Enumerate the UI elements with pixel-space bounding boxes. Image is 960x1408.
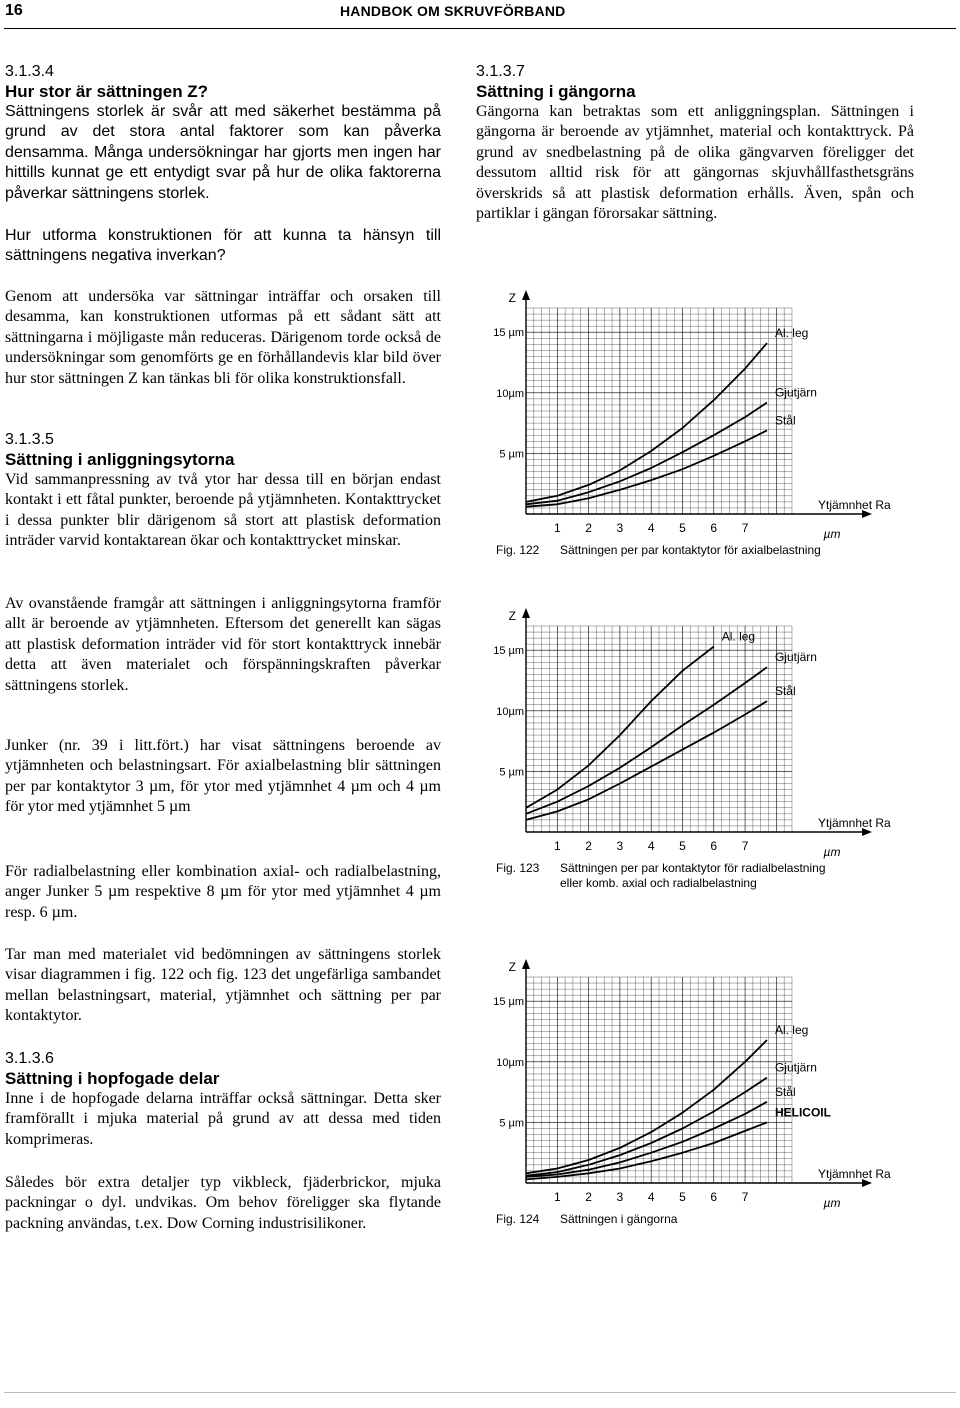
section-3-1-3-6 xyxy=(5,1049,441,1150)
y-tick-label: 5 µm xyxy=(499,1117,524,1130)
x-tick-label: 2 xyxy=(585,1190,592,1204)
y-tick-label: 10µm xyxy=(496,387,524,400)
paragraph: Inne i de hopfogade delarna inträffar också sättningar. Detta sker framförallt i mjuka material på grund av att dessa med tiden komprimeras. xyxy=(5,1090,441,1148)
y-axis-title: Z xyxy=(508,609,516,623)
section-number: 3.1.3.6 xyxy=(5,1050,54,1067)
x-axis-title: Ytjämnhet Ra xyxy=(818,816,891,830)
question-paragraph xyxy=(5,226,441,267)
x-tick-label: 5 xyxy=(679,839,686,853)
paragraph: Av ovanstående framgår att sättningen i anliggningsytorna framför allt är beroende av ytjämnheten. Eftersom det generellt kan sägas att plastisk deformation inträder vid för stort kontakttryck innebär detta att även materialet och förspänningskraften påverkar sättningens storlek. xyxy=(5,595,441,694)
body-paragraph xyxy=(5,736,441,818)
x-tick-label: 6 xyxy=(710,839,718,853)
chart-grid xyxy=(526,308,792,514)
y-tick-label: 10µm xyxy=(496,1056,524,1069)
x-tick-label: 4 xyxy=(647,839,655,853)
paragraph: Hur utforma konstruktionen för att kunna ta hänsyn till sättningens negativa inverkan? xyxy=(5,227,441,265)
section-3-1-3-5 xyxy=(5,430,441,552)
paragraph: Sättningens storlek är svår att med säkerhet bestämma på grund av det stora antal faktorer som kan påverka densamma. Många undersökningar har gjorts men ingen har hittills kunnat ge ett entydigt svar på hur de olika faktorerna påverkar sättningens storlek. xyxy=(5,103,441,202)
x-tick-label: 3 xyxy=(616,521,624,535)
y-tick-label: 15 µm xyxy=(493,996,524,1009)
y-axis-title: Z xyxy=(508,960,516,974)
y-tick-label: 10µm xyxy=(496,705,524,718)
chart-fig-124 xyxy=(470,955,940,1245)
figure-caption: Sättningen per par kontaktytor för radialbelastning xyxy=(560,861,826,875)
series-line-gjutj-rn xyxy=(526,1078,767,1176)
x-tick-label: 5 xyxy=(679,521,686,535)
section-3-1-3-4 xyxy=(5,62,441,204)
paragraph: Junker (nr. 39 i litt.fört.) har visat sättningens beroende av ytjämnheten och belastningsart. För axialbelastning blir sättningen per par kontaktytor 3 µm, för ytor med ytjämnhet 4 µm och 4 µm för ytor med ytjämnhet 5 µm xyxy=(5,737,441,816)
figure-label: Fig. 124 xyxy=(496,1212,540,1226)
series-label-gjutj-rn: Gjutjärn xyxy=(774,650,817,665)
section-heading: Hur stor är sättningen Z? xyxy=(5,82,209,101)
paragraph: Genom att undersöka var sättningar inträffar och orsaken till desamma, kan konstruktionen utformas på ett sådant sätt att sättningarna i möjligaste mån reduceras. Därigenom torde också de undersökningar som genomförts ge en förhållandevis klar bild över hur stor sättningen Z kan tänkas bli för olika konstruktionsfall. xyxy=(5,288,441,387)
series-label-al-leg: Al. leg xyxy=(774,326,809,341)
section-heading: Sättning i hopfogade delar xyxy=(5,1069,220,1088)
x-tick-label: 4 xyxy=(647,1190,655,1204)
chart-grid xyxy=(526,977,792,1183)
figure-label: Fig. 123 xyxy=(496,861,540,875)
page-header xyxy=(0,0,960,26)
body-paragraph xyxy=(5,1173,441,1234)
series-line-al-leg xyxy=(526,343,767,502)
x-tick-label: 7 xyxy=(741,1190,749,1204)
x-axis-unit: µm xyxy=(823,845,841,859)
paragraph: Således bör extra detaljer typ vikbleck, fjäderbrickor, mjuka packningar o dyl. undvikas. Om behov föreligger ska flytande packning användas, t.ex. Dow Corning industrisilikoner. xyxy=(5,1174,441,1232)
figure-caption: Sättningen i gängorna xyxy=(560,1212,678,1226)
x-tick-label: 1 xyxy=(553,839,561,853)
series-line-st-l xyxy=(526,701,767,820)
section-number: 3.1.3.4 xyxy=(5,63,54,80)
series-label-al-leg: Al. leg xyxy=(774,1023,809,1038)
section-3-1-3-7 xyxy=(476,62,914,224)
x-axis-title: Ytjämnhet Ra xyxy=(818,498,891,512)
body-paragraph xyxy=(5,862,441,923)
series-label-st-l: Stål xyxy=(774,684,796,699)
x-tick-label: 4 xyxy=(647,521,655,535)
y-tick-label: 15 µm xyxy=(493,327,524,340)
x-tick-label: 6 xyxy=(710,521,718,535)
paragraph: Gängorna kan betraktas som ett anliggningsplan. Sättningen i gängorna är beroende av ytjämnhet, material och kontakttryck. På grund av snedbelastning på de olika gängvarven föreligger det dessutom alltid risk för att gängornas skjuvhållfasthetsgräns överskrids så att plastisk deformation erhålls. Även, spån och partiklar i gängan förorsakar sättning. xyxy=(476,103,914,223)
paragraph: Vid sammanpressning av två ytor har dessa till en början endast kontakt i ett fåtal punkter, beroende på ytjämnheten. Kontakttrycket i dessa punkter blir därigenom så stort att plastisk deformation inträder varvid kontaktarean ökar och kontakttrycket minskar. xyxy=(5,471,441,550)
x-axis-unit: µm xyxy=(823,527,841,541)
running-title: HANDBOK OM SKRUVFÖRBAND xyxy=(340,3,566,19)
x-tick-label: 3 xyxy=(616,1190,624,1204)
y-axis-arrow xyxy=(522,290,530,300)
section-number: 3.1.3.5 xyxy=(5,431,54,448)
body-paragraph xyxy=(5,945,441,1027)
figure-123 xyxy=(470,604,940,894)
x-tick-label: 7 xyxy=(741,839,749,853)
y-tick-label: 5 µm xyxy=(499,766,524,779)
paragraph: Tar man med materialet vid bedömningen av sättningens storlek visar diagrammen i fig. 122 och fig. 123 det ungefärliga sambandet mellan belastningsart, material, ytjämnhet och sättning per par kontaktytor. xyxy=(5,946,441,1025)
figure-122 xyxy=(470,286,940,576)
x-tick-label: 6 xyxy=(710,1190,718,1204)
y-axis-title: Z xyxy=(508,291,516,305)
paragraph: För radialbelastning eller kombination axial- och radialbelastning, anger Junker 5 µm respektive 8 µm för ytor med ytjämnhet 4 µm resp. 6 µm. xyxy=(5,863,441,921)
x-axis-unit: µm xyxy=(823,1196,841,1210)
x-tick-label: 3 xyxy=(616,839,624,853)
series-label-st-l: Stål xyxy=(774,413,796,428)
footer-rule xyxy=(4,1392,956,1393)
y-tick-label: 5 µm xyxy=(499,448,524,461)
x-tick-label: 2 xyxy=(585,839,592,853)
chart-fig-122 xyxy=(470,286,940,576)
figure-caption-line2: eller komb. axial och radialbelastning xyxy=(560,876,757,890)
chart-grid xyxy=(526,626,792,832)
section-number: 3.1.3.7 xyxy=(476,63,525,80)
chart-fig-123 xyxy=(470,604,940,894)
figure-label: Fig. 122 xyxy=(496,543,540,557)
header-rule xyxy=(4,28,956,29)
y-axis-arrow xyxy=(522,959,530,969)
series-label-st-l: Stål xyxy=(774,1084,796,1099)
series-label-al-leg: Al. leg xyxy=(721,629,756,644)
x-tick-label: 2 xyxy=(585,521,592,535)
series-label-gjutj-rn: Gjutjärn xyxy=(774,1060,817,1075)
figure-124 xyxy=(470,955,940,1245)
body-paragraph xyxy=(5,594,441,696)
body-paragraph xyxy=(5,287,441,389)
section-heading: Sättning i gängorna xyxy=(476,82,636,101)
section-heading: Sättning i anliggningsytorna xyxy=(5,450,235,469)
page-number: 16 xyxy=(5,2,23,19)
x-tick-label: 1 xyxy=(553,1190,561,1204)
y-axis-arrow xyxy=(522,608,530,618)
x-axis-title: Ytjämnhet Ra xyxy=(818,1167,891,1181)
x-tick-label: 1 xyxy=(553,521,561,535)
series-label-helicoil: HELICOIL xyxy=(774,1105,831,1120)
figure-caption: Sättningen per par kontaktytor för axialbelastning xyxy=(560,543,821,557)
series-line-gjutj-rn xyxy=(526,667,767,814)
series-line-st-l xyxy=(526,1102,767,1177)
series-line-st-l xyxy=(526,430,767,506)
x-tick-label: 5 xyxy=(679,1190,686,1204)
series-label-gjutj-rn: Gjutjärn xyxy=(774,385,817,400)
x-tick-label: 7 xyxy=(741,521,749,535)
y-tick-label: 15 µm xyxy=(493,645,524,658)
